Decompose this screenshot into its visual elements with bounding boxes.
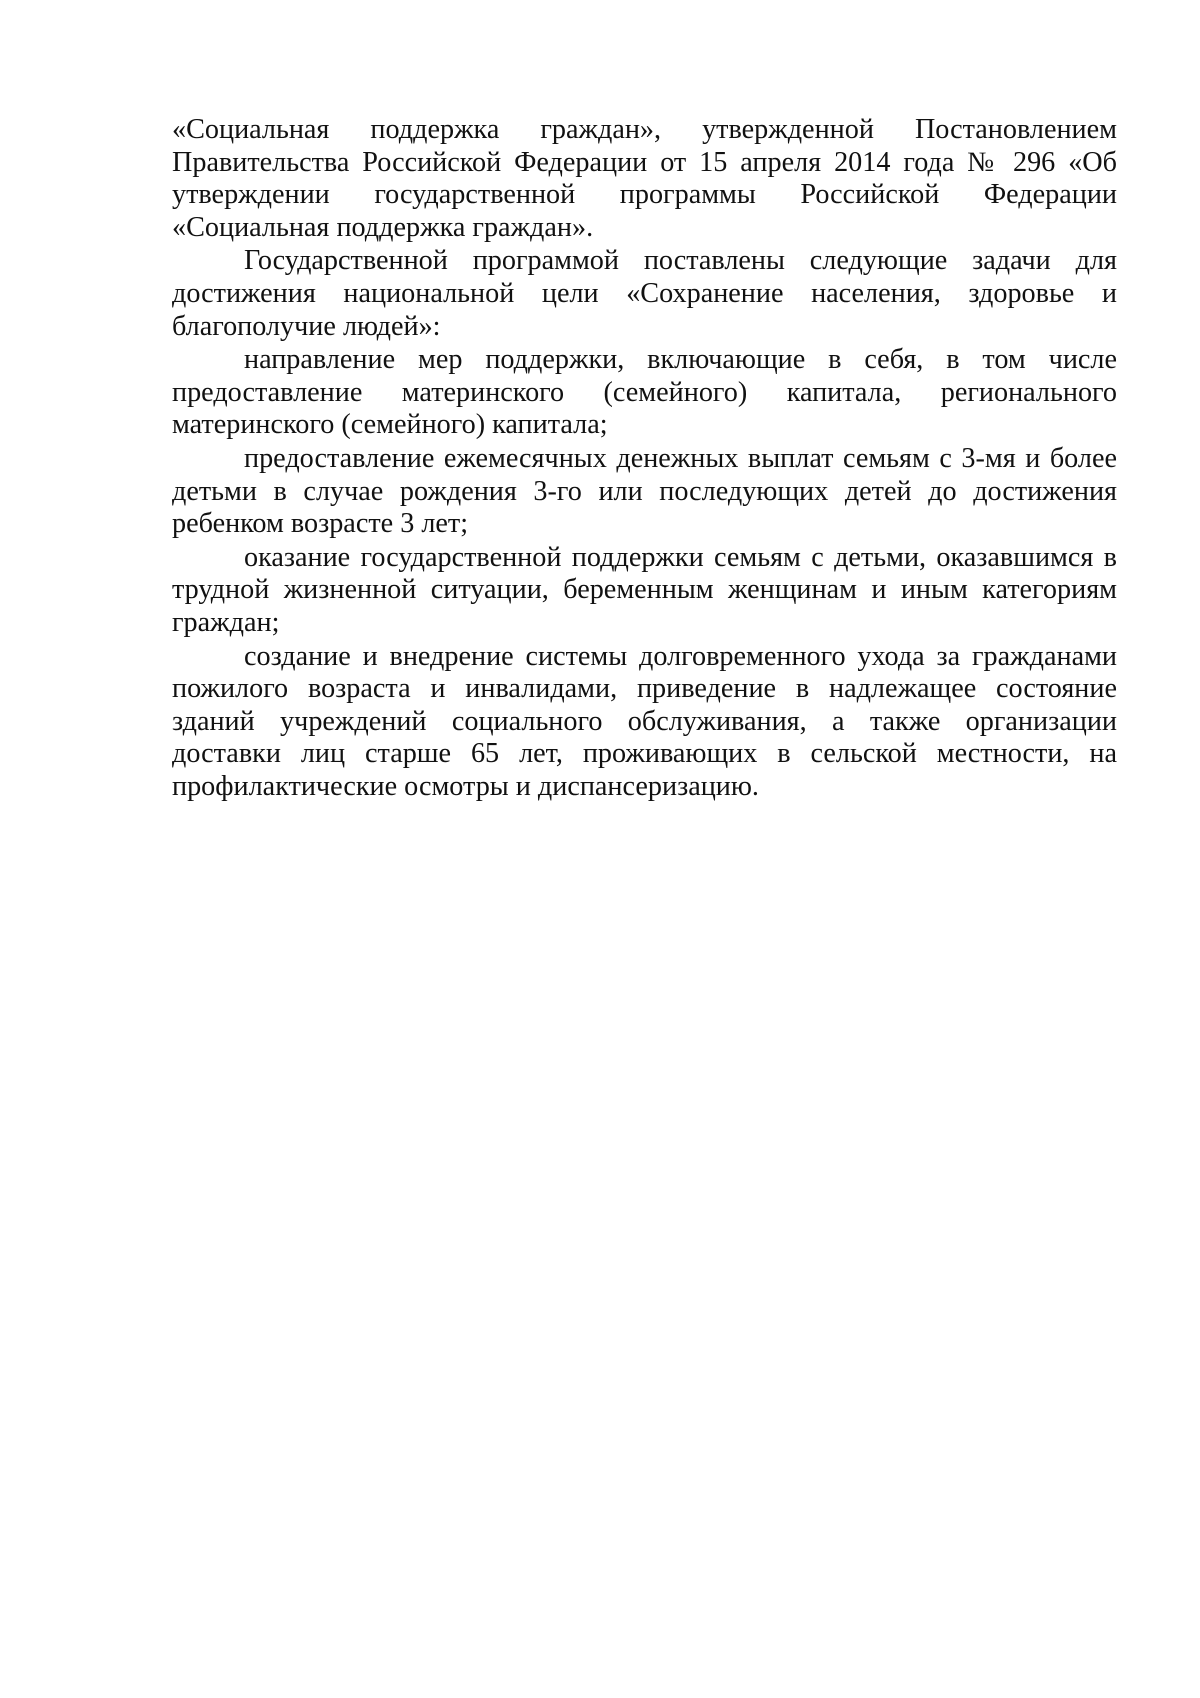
paragraph-long-term-care: создание и внедрение системы долговременного ухода за гражданами пожилого возраста и инвалидами, приведение в надлежащее состояние зданий учреждений социального обслуживания, а также организации доставки лиц старше 65 лет, проживающих в сельской местности, на профилактические осмотры и диспансеризацию. [172,640,1117,802]
paragraph-support-measures: направление мер поддержки, включающие в себя, в том числе предоставление материнского (семейного) капитала, регионального материнского (семейного) капитала; [172,344,1117,441]
paragraph-program-reference: «Социальная поддержка граждан», утвержденной Постановлением Правительства Российской Федерации от 15 апреля 2014 года № 296 «Об утверждении государственной программы Российской Федерации «Социальная поддержка граждан». [172,114,1117,243]
paragraph-monthly-payments: предоставление ежемесячных денежных выплат семьям с 3-мя и более детьми в случае рождения 3-го или последующих детей до достижения ребенком возрасте 3 лет; [172,442,1117,540]
paragraph-program-goals: Государственной программой поставлены следующие задачи для достижения национальной цели «Сохранение населения, здоровье и благополучие людей»: [172,245,1117,342]
paragraph-family-support: оказание государственной поддержки семьям с детьми, оказавшимся в трудной жизненной ситуации, беременным женщинам и иным категориям граждан; [172,541,1117,638]
document-body [172,114,1117,803]
